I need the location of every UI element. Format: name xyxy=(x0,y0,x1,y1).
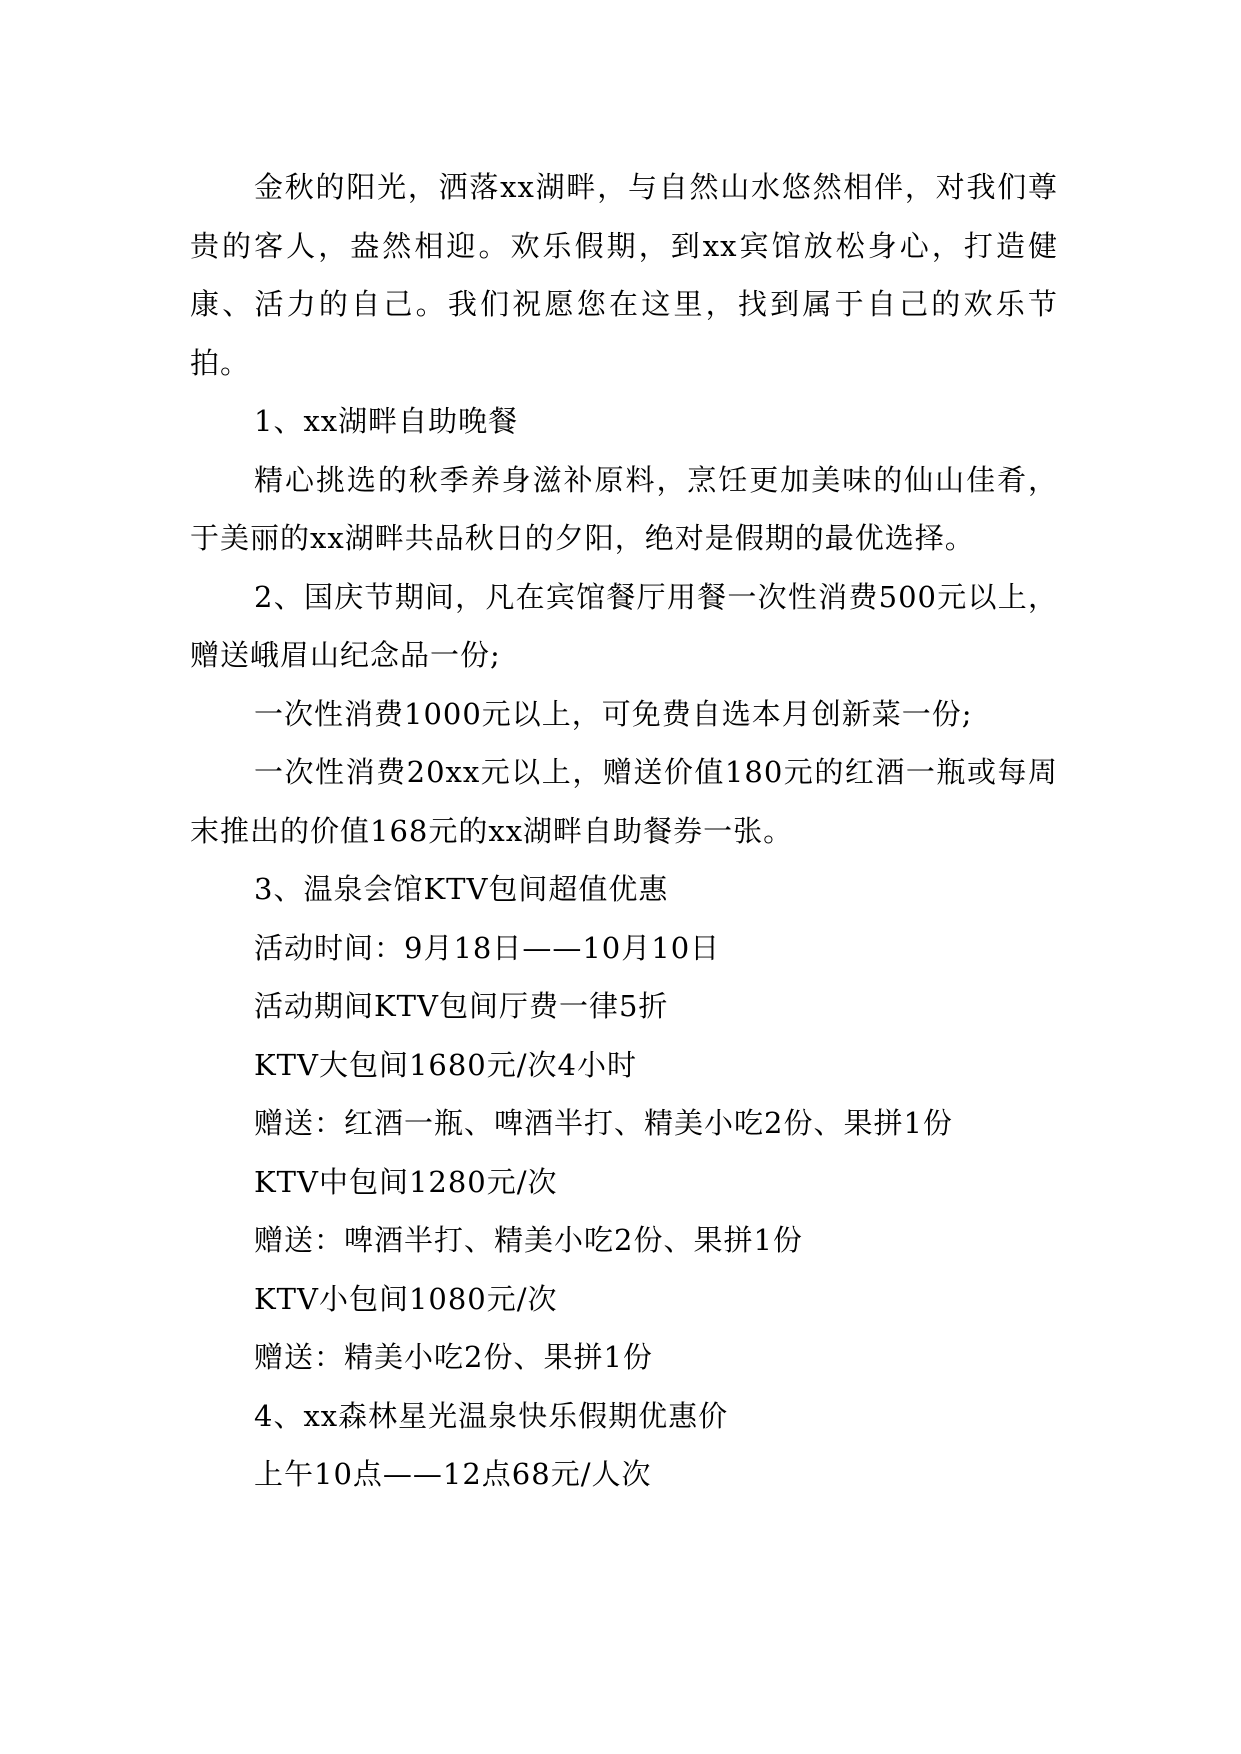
activity-discount: 活动期间KTV包间厅费一律5折 xyxy=(254,989,669,1023)
item-2-tier-20xx: 一次性消费20xx元以上，赠送价值180元的红酒一瓶或每周末推出的价值168元的xx湖畔自助餐券一张。 xyxy=(190,755,1058,848)
item-3-heading: 3、温泉会馆KTV包间超值优惠 xyxy=(254,872,669,906)
item-2-tier-1000: 一次性消费1000元以上，可免费自选本月创新菜一份; xyxy=(254,696,973,731)
morning-price: 上午10点——12点68元/人次 xyxy=(254,1457,652,1491)
item-2-heading: 2、国庆节期间，凡在宾馆餐厅用餐一次性消费500元以上，赠送峨眉山纪念品一份; xyxy=(190,579,1058,672)
item-4-heading: 4、xx森林星光温泉快乐假期优惠价 xyxy=(254,1398,729,1433)
ktv-small-room-gift: 赠送：精美小吃2份、果拼1份 xyxy=(254,1340,653,1374)
ktv-medium-room: KTV中包间1280元/次 xyxy=(254,1164,558,1199)
ktv-medium-room-gift: 赠送：啤酒半打、精美小吃2份、果拼1份 xyxy=(254,1223,803,1257)
ktv-large-room-gift: 赠送：红酒一瓶、啤酒半打、精美小吃2份、果拼1份 xyxy=(254,1106,953,1140)
item-1-heading: 1、xx湖畔自助晚餐 xyxy=(254,404,519,438)
item-1-description: 精心挑选的秋季养身滋补原料，烹饪更加美味的仙山佳肴，于美丽的xx湖畔共品秋日的夕阳，绝对是假期的最优选择。 xyxy=(190,462,1058,555)
intro-paragraph: 金秋的阳光，洒落xx湖畔，与自然山水悠然相伴，对我们尊贵的客人，盎然相迎。欢乐假期，到xx宾馆放松身心，打造健康、活力的自己。我们祝愿您在这里，找到属于自己的欢乐节拍。 xyxy=(190,170,1058,380)
document-body xyxy=(190,158,1058,1504)
ktv-large-room: KTV大包间1680元/次4小时 xyxy=(254,1047,637,1082)
activity-time: 活动时间：9月18日——10月10日 xyxy=(254,930,721,965)
ktv-small-room: KTV小包间1080元/次 xyxy=(254,1281,558,1316)
